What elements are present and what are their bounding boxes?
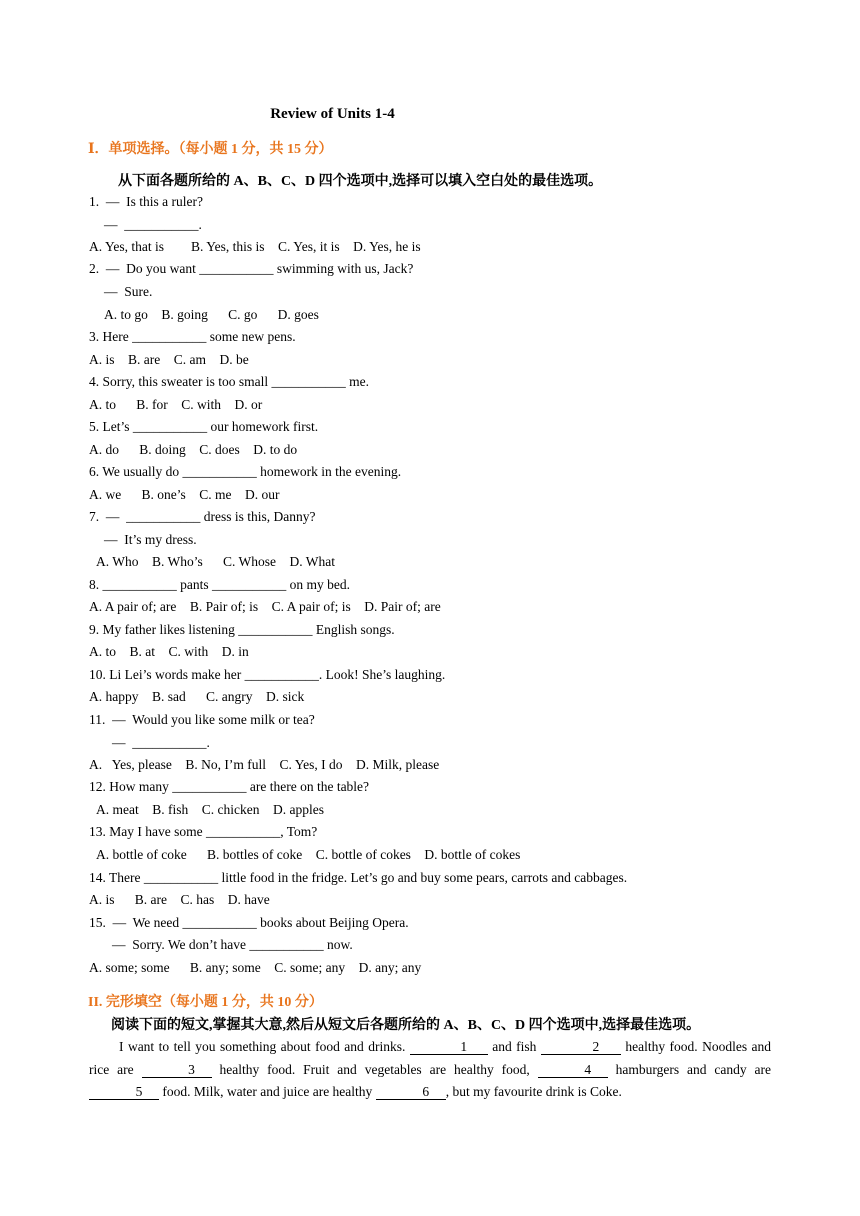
question-2-answer-line: — Sure. (104, 284, 153, 299)
question-9: 9. My father likes listening ___________ English songs. (89, 622, 395, 637)
question-13: 13. May I have some ___________, Tom? (89, 824, 318, 839)
question-5-options: A. do B. doing C. does D. to do (89, 442, 298, 457)
question-14-options: A. is B. are C. has D. have (89, 892, 270, 907)
question-15-options: A. some; some B. any; some C. some; any D. any; any (89, 960, 422, 975)
question-1-options: A. Yes, that is B. Yes, this is C. Yes, it is D. Yes, he is (89, 239, 421, 254)
cloze-passage (89, 1036, 771, 1104)
blank-3: 3 (142, 1063, 212, 1078)
passage-text-2: and fish (492, 1039, 537, 1054)
question-4: 4. Sorry, this sweater is too small ___________ me. (89, 374, 369, 389)
passage-text-3: healthy food. Noodles and rice are (89, 1039, 772, 1077)
question-11: 11. — Would you like some milk or tea? (89, 712, 315, 727)
question-15-answer-line: — Sorry. We don’t have ___________ now. (112, 937, 353, 952)
question-5: 5. Let’s ___________ our homework first. (89, 419, 319, 434)
question-8: 8. ___________ pants ___________ on my bed. (89, 577, 350, 592)
section-1-heading: Ⅰ．单项选择。（每小题 1 分，共 15 分） (88, 142, 333, 157)
blank-4: 4 (538, 1063, 608, 1078)
section-2-instruction: 阅读下面的短文,掌握其大意,然后从短文后各题所给的 A、B、C、D 四个选项中,选择最佳选项。 (111, 1018, 701, 1033)
question-3-options: A. is B. are C. am D. be (89, 352, 249, 367)
passage-text-4: healthy food. Fruit and vegetables are healthy food, (219, 1061, 530, 1077)
question-10-options: A. happy B. sad C. angry D. sick (89, 689, 305, 704)
question-1: 1. — Is this a ruler? (89, 194, 203, 209)
blank-5: 5 (89, 1085, 159, 1100)
blank-1: 1 (410, 1040, 488, 1055)
question-9-options: A. to B. at C. with D. in (89, 644, 249, 659)
passage-text-1: I want to tell you something about food and drinks. (119, 1039, 406, 1054)
question-11-options: A. Yes, please B. No, I’m full C. Yes, I do D. Milk, please (89, 757, 440, 772)
question-12: 12. How many ___________ are there on the table? (89, 779, 370, 794)
blank-2: 2 (541, 1040, 621, 1055)
question-8-options: A. A pair of; are B. Pair of; is C. A pair of; is D. Pair of; are (89, 599, 441, 614)
passage-text-6: food. Milk, water and juice are healthy (162, 1084, 373, 1099)
question-6-options: A. we B. one’s C. me D. our (89, 487, 280, 502)
blank-6: 6 (376, 1085, 446, 1100)
question-7-answer-line: — It’s my dress. (104, 532, 197, 547)
section-2-heading: II. 完形填空（每小题 1 分，共 10 分） (88, 995, 323, 1010)
question-13-options: A. bottle of coke B. bottles of coke C. bottle of cokes D. bottle of cokes (96, 847, 521, 862)
question-7-options: A. Who B. Who’s C. Whose D. What (96, 554, 335, 569)
passage-text-7: , but my favourite drink is Coke. (445, 1084, 622, 1099)
question-6: 6. We usually do ___________ homework in the evening. (89, 464, 402, 479)
question-4-options: A. to B. for C. with D. or (89, 397, 263, 412)
question-10: 10. Li Lei’s words make her ___________. Look! She’s laughing. (89, 667, 446, 682)
question-3: 3. Here ___________ some new pens. (89, 329, 296, 344)
question-1-answer-line: — ___________. (104, 217, 202, 232)
question-15: 15. — We need ___________ books about Beijing Opera. (89, 915, 409, 930)
page-title: Review of Units 1-4 (270, 106, 395, 122)
question-7: 7. — ___________ dress is this, Danny? (89, 509, 316, 524)
question-2-options: A. to go B. going C. go D. goes (104, 307, 319, 322)
question-14: 14. There ___________ little food in the fridge. Let’s go and buy some pears, carrots and cabbages. (89, 870, 628, 885)
passage-text-5: hamburgers and candy are (615, 1061, 772, 1077)
question-11-answer-line: — ___________. (112, 735, 210, 750)
question-12-options: A. meat B. fish C. chicken D. apples (96, 802, 324, 817)
section-1-instruction: 从下面各题所给的 A、B、C、D 四个选项中,选择可以填入空白处的最佳选项。 (118, 174, 603, 189)
question-2: 2. — Do you want ___________ swimming with us, Jack? (89, 261, 414, 276)
